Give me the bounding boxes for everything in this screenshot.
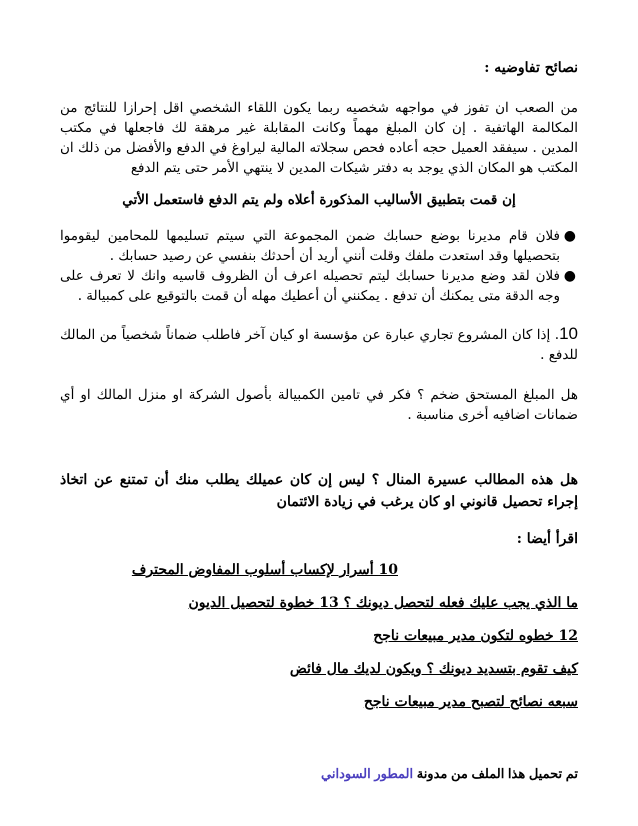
related-link-1[interactable]: 10 أسرار لإكساب أسلوب المفاوض المحترف <box>131 562 398 578</box>
list-item <box>60 691 578 713</box>
related-link-4[interactable]: كيف تقوم بتسديد ديونك ؟ ويكون لديك مال فائض <box>289 661 578 677</box>
list-item <box>60 559 578 581</box>
document-body <box>60 60 578 724</box>
list-item <box>60 625 578 647</box>
bullet-text: فلان لقد وضع مديرنا حسابك ليتم تحصيله اعرف أن الظروف قاسيه وانك لا تعرف على وجه الدقة متى يمكنك أن تدفع . يمكنني أن أعطيك مهله أن قمت بالتوقيع على كمبيالة . <box>60 268 560 304</box>
list-item <box>60 266 576 306</box>
list-item <box>60 592 578 614</box>
related-links <box>60 559 578 713</box>
item-text: . إذا كان المشروع تجاري عبارة عن مؤسسة او كيان آخر فاطلب ضماناً شخصياً من المالك للدفع . <box>60 327 578 363</box>
question-heading: هل هذه المطالب عسيرة المنال ؟ ليس إن كان عميلك يطلب منك أن تمتنع عن اتخاذ إجراء تحصيل قانوني او كان يرغب في زيادة الائتمان <box>60 472 578 510</box>
blog-brand-link[interactable]: المطور السوداني <box>321 766 414 781</box>
numbered-item <box>60 324 578 365</box>
list-item <box>60 226 576 266</box>
section-heading: نصائح تفاوضيه : <box>484 60 578 76</box>
list-item <box>60 658 578 680</box>
conditional-heading: إن قمت بتطبيق الأساليب المذكورة أعلاه ولم يتم الدفع فاستعمل الأتي <box>122 192 516 208</box>
consider-paragraph: هل المبلغ المستحق ضخم ؟ فكر في تامين الكمبيالة بأصول الشركة او منزل المالك او أي ضمانات اضافيه أخرى مناسبة . <box>60 387 578 423</box>
footer-prefix: تم تحميل هذا الملف من مدونة <box>413 766 578 781</box>
related-link-2[interactable]: ما الذي يجب عليك فعله لتحصل ديونك ؟ 13 خطوة لتحصيل الديون <box>188 595 578 611</box>
bullet-icon: ● <box>563 228 576 244</box>
bullet-icon: ● <box>563 268 576 284</box>
related-link-5[interactable]: سبعه نصائح لتصبح مدير مبيعات ناجح <box>363 694 578 710</box>
item-number: 10 <box>559 324 578 343</box>
read-also-label: اقرأ أيضا : <box>516 531 578 547</box>
bullet-text: فلان قام مديرنا بوضع حسابك ضمن المجموعة التي سيتم تسليمها للمحامين ليقوموا بتحصيلها وقد استعدت ملفك وقلت أنني أريد أن أحدثك بنفسي عن رصيد حسابك . <box>60 228 560 264</box>
footer-credit <box>60 766 578 782</box>
bullet-list <box>60 226 578 306</box>
intro-paragraph: من الصعب ان تفوز في مواجهه شخصيه ربما يكون اللقاء الشخصي اقل إحرازا للنتائج من المكالمة الهاتفية . إن كان المبلغ مهماً وكانت المقابلة غير مرهقة لك فاجعلها في مكتب المدين . سيفقد العميل حجه أعاده فحص سجلاته المالية ليراوغ في الدفع والأفضل من ذلك ان المكتب هو المكان الذي يوجد به دفتر شيكات المدين لا ينتهي الأمر حتى يتم الدفع <box>60 100 578 176</box>
related-link-3[interactable]: 12 خطوه لتكون مدير مبيعات ناجح <box>373 628 578 644</box>
